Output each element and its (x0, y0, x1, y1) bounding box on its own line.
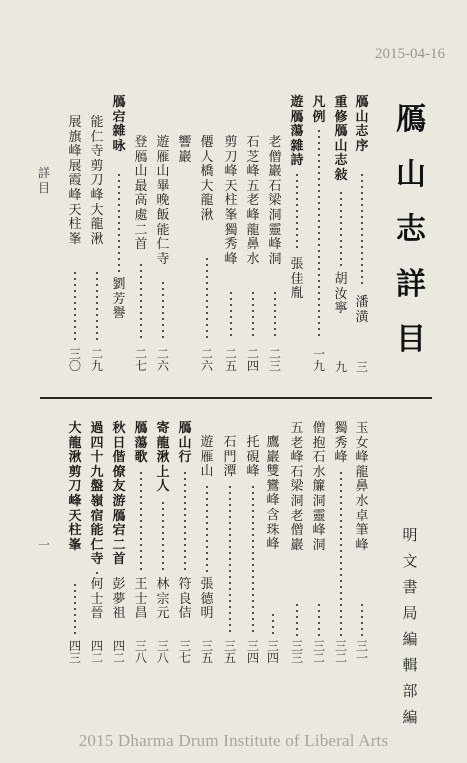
toc-page-number: 三八 (156, 639, 169, 665)
date-stamp: 2015-04-16 (375, 46, 445, 62)
toc-page-number: 三四 (266, 639, 279, 665)
dot-leader (274, 290, 276, 340)
toc-entry: 劉芳譽 (112, 277, 126, 322)
dot-leader (340, 190, 342, 268)
toc-page-number: 三一 (355, 639, 368, 665)
toc-page-number: 四二 (90, 639, 103, 665)
toc-page-number: 三二 (334, 639, 347, 665)
publisher-credit: 明文書局編輯部 編 (402, 526, 418, 726)
footer-watermark: 2015 Dharma Drum Institute of Liberal Arts (78, 731, 389, 750)
margin-label: 詳 目 (37, 166, 50, 195)
toc-entry: 張德明 (200, 577, 214, 622)
dot-leader (230, 290, 232, 340)
toc-page-number: 二七 (134, 347, 147, 373)
page-title: 鴈山志詳目 (396, 102, 426, 357)
dot-leader (162, 500, 164, 574)
dot-leader (118, 172, 120, 272)
dot-leader (296, 172, 298, 252)
toc-entry: 符良佶 (178, 577, 192, 622)
dot-leader (184, 470, 186, 574)
dot-leader (361, 602, 363, 636)
toc-page-number: 三五 (223, 639, 236, 665)
dot-leader (74, 582, 76, 636)
toc-page-number: 二九 (90, 347, 103, 373)
toc-entry: 張佳胤 (290, 257, 304, 302)
toc-page-number: 二六 (200, 347, 213, 373)
toc-entry: 登鴈山最高處二首 (134, 135, 148, 253)
margin-page-number: 一 (37, 538, 50, 552)
dot-leader (318, 128, 320, 340)
toc-entry: 林宗元 (156, 577, 170, 622)
dot-leader (96, 270, 98, 340)
toc-entry: 石芝峰 五老峰 龍鼻水 (246, 135, 260, 267)
toc-entry: 僧抱石 水簾洞 靈峰洞 (312, 421, 326, 553)
dot-leader (206, 484, 208, 574)
dot-leader (272, 612, 274, 636)
toc-entry: 重修鴈山志敍 (334, 95, 348, 183)
toc-entry: 響巖 (178, 135, 192, 165)
toc-page-number: 三三 (290, 639, 303, 665)
dot-leader (140, 470, 142, 574)
toc-page-number: 九 (334, 360, 347, 374)
toc-entry: 過四十九盤嶺宿能仁寺 (90, 421, 104, 568)
dot-leader (96, 570, 98, 574)
toc-entry: 能仁寺 剪刀峰 大龍湫 (90, 115, 104, 247)
toc-entry: 鴈蕩歌 (134, 421, 148, 466)
toc-entry: 鷹巖 雙鸞峰 含珠峰 (266, 435, 280, 553)
dot-leader (140, 262, 142, 340)
toc-entry: 托硯峰 (246, 435, 260, 480)
dot-leader (74, 270, 76, 340)
toc-page-number: 三五 (200, 639, 213, 665)
section-divider (40, 397, 432, 399)
toc-entry: 凡例 (312, 95, 326, 125)
toc-page-number: 二五 (224, 347, 237, 373)
toc-page-number: 三七 (178, 639, 191, 665)
toc-page-number: 三 (355, 360, 368, 374)
toc-entry: 老僧巖 石梁洞 靈峰洞 (268, 135, 282, 267)
toc-entry: 遊鴈蕩雜詩 (290, 95, 304, 169)
toc-page-number: 四三 (68, 639, 81, 665)
toc-entry: 胡汝寧 (334, 272, 348, 317)
toc-page-number: 二六 (156, 347, 169, 373)
toc-entry: 彭夢祖 (112, 577, 126, 622)
toc-page-number: 三八 (134, 639, 147, 665)
toc-entry: 鴈山志序 (355, 95, 369, 154)
toc-page-number: 二四 (246, 347, 259, 373)
toc-entry: 獨秀峰 (334, 421, 348, 466)
toc-entry: 大龍湫 剪刀峰 天柱峯 (68, 421, 82, 553)
dot-leader (252, 290, 254, 340)
dot-leader (252, 484, 254, 636)
dot-leader (296, 602, 298, 636)
toc-page-number: 三〇 (68, 347, 81, 373)
toc-entry: 遊雁山 (200, 435, 214, 480)
toc-entry: 展旗峰 展霞峰 天柱峯 (68, 115, 82, 247)
toc-entry: 鴈宕雜咏 (112, 95, 126, 154)
dot-leader (318, 602, 320, 636)
toc-page-number: 三二 (312, 639, 325, 665)
toc-entry: 五老峰 石梁洞 老僧巖 (290, 421, 304, 553)
toc-entry: 遊雁山畢晚飯能仁寺 (156, 135, 170, 267)
dot-leader (162, 280, 164, 340)
toc-entry: 王士昌 (134, 577, 148, 622)
toc-entry: 石門潭 (223, 435, 237, 480)
toc-entry: 剪刀峰 天柱峯 獨秀峰 (224, 135, 238, 267)
toc-entry: 玉女峰 龍鼻水 卓筆峰 (355, 421, 369, 553)
toc-page-number: 三四 (246, 639, 259, 665)
toc-entry: 鴈山行 (178, 421, 192, 466)
toc-entry: 潘 潢 (355, 295, 369, 325)
toc-page-number: 二三 (268, 347, 281, 373)
toc-entry: 寄龍湫上人 (156, 421, 170, 495)
toc-entry: 何士晉 (90, 577, 104, 622)
dot-leader (361, 172, 363, 288)
toc-entry: 僊人橋 大龍湫 (200, 135, 214, 223)
dot-leader (206, 256, 208, 340)
dot-leader (229, 484, 231, 636)
toc-page-number: 一九 (312, 347, 325, 373)
toc-entry: 秋日偕僚友游鴈宕二首 (112, 421, 126, 568)
toc-page-number: 四二 (112, 639, 125, 665)
dot-leader (340, 470, 342, 636)
